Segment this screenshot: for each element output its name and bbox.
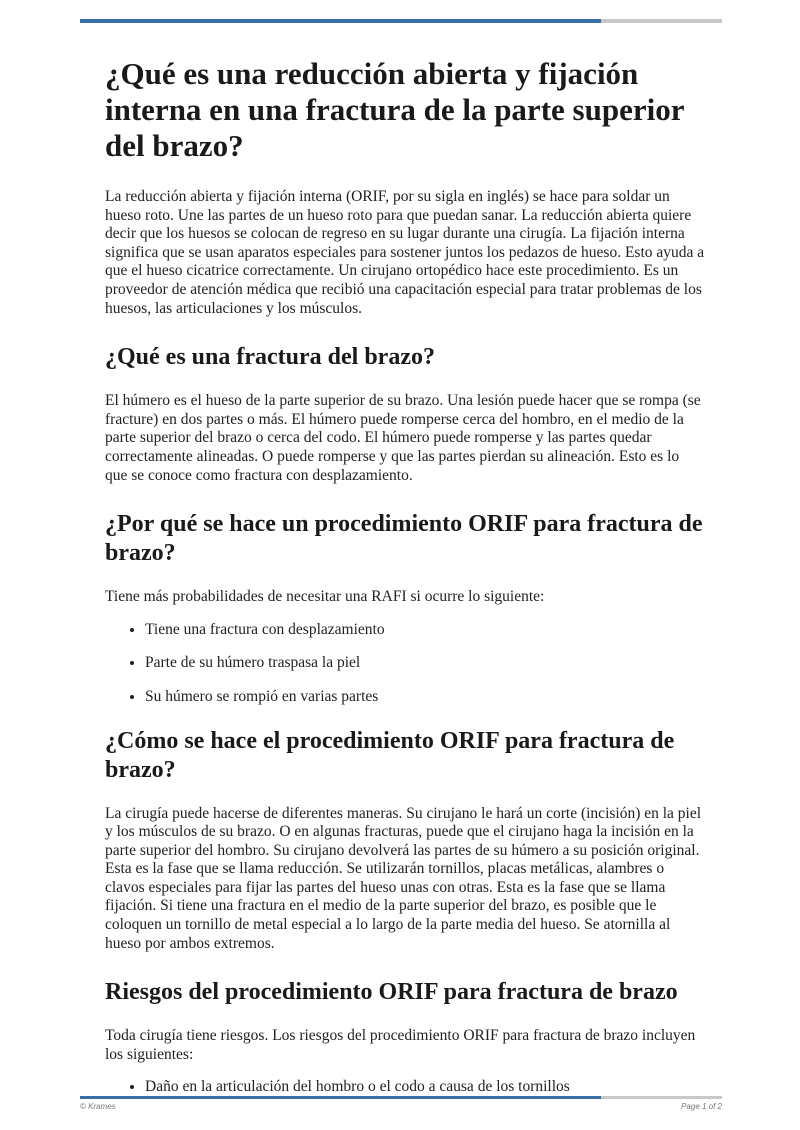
footer-rule xyxy=(80,1096,722,1099)
risks-list xyxy=(105,1078,705,1097)
footer-page-number: Page 1 of 2 xyxy=(681,1102,722,1111)
list-item: • Tiene una fractura con desplazamiento xyxy=(145,621,705,640)
footer-copyright: © Krames xyxy=(80,1102,116,1111)
header-rule xyxy=(80,19,722,23)
article-body xyxy=(105,56,705,1117)
list-item: • Su húmero se rompió en varias partes xyxy=(145,688,705,707)
list-item: • Daño en la articulación del hombro o el codo a causa de los tornillos xyxy=(145,1078,705,1097)
footer-rule-accent xyxy=(80,1096,601,1099)
section-paragraph-como: La cirugía puede hacerse de diferentes maneras. Su cirujano le hará un corte (incisión) en la piel y los músculos de su brazo. O en algunas fracturas, puede que el cirujano haga la incisión en la parte superior del hombro. Su cirujano devolverá las partes de su húmero a su posición original. Esta es la fase que se llama reducción. Se utilizarán tornillos, placas metálicas, alambres o clavos especiales para fijar las partes del hueso unas con otras. Esta es la fase que se llama fijación. Si tiene una fractura en el medio de la parte superior del brazo, es posible que le coloquen un tornillo de metal especial a lo largo de la parte media del hueso. Se atornilla al hueso por ambos extremos. xyxy=(105,804,702,952)
section-paragraph-riesgos: Toda cirugía tiene riesgos. Los riesgos del procedimiento ORIF para fractura de brazo incluyen los siguientes: xyxy=(105,1027,696,1063)
reasons-list xyxy=(105,621,705,707)
section-heading-por-que: ¿Por qué se hace un procedimiento ORIF para fractura de brazo? xyxy=(105,511,703,567)
section-paragraph-fractura: El húmero es el hueso de la parte superior de su brazo. Una lesión puede hacer que se rompa (se fracture) en dos partes o más. El húmero puede romperse cerca del hombro, en el medio de la parte superior del brazo o cerca del codo. El húmero puede romperse y las partes quedar correctamente alineadas. O puede romperse y que las partes pierdan su alineación. Esto es lo que se conoce como fractura con desplazamiento. xyxy=(105,392,701,484)
header-rule-secondary xyxy=(601,19,722,23)
section-heading-fractura: ¿Qué es una fractura del brazo? xyxy=(105,344,435,371)
section-paragraph-por-que: Tiene más probabilidades de necesitar una RAFI si ocurre lo siguiente: xyxy=(105,588,545,606)
header-rule-accent xyxy=(80,19,601,23)
list-item: • Parte de su húmero traspasa la piel xyxy=(145,654,705,673)
page-title: ¿Qué es una reducción abierta y fijación interna en una fractura de la parte superior del brazo? xyxy=(105,56,684,163)
intro-paragraph: La reducción abierta y fijación interna (ORIF, por su sigla en inglés) se hace para soldar un hueso roto. Une las partes de un hueso roto para que puedan sanar. La reducción abierta quiere decir que los huesos se colocan de regreso en su lugar durante una cirugía. La fijación interna significa que se usan aparatos especiales para sostener juntos los pedazos de hueso. Esto ayuda a que el hueso cicatrice correctamente. Un cirujano ortopédico hace este procedimiento. Es un proveedor de atención médica que recibió una capacitación especial para tratar problemas de los huesos, las articulaciones y los músculos. xyxy=(105,188,705,317)
section-heading-riesgos: Riesgos del procedimiento ORIF para fractura de brazo xyxy=(105,979,678,1006)
section-heading-como: ¿Cómo se hace el procedimiento ORIF para fractura de brazo? xyxy=(105,727,675,783)
footer-rule-secondary xyxy=(601,1096,722,1099)
